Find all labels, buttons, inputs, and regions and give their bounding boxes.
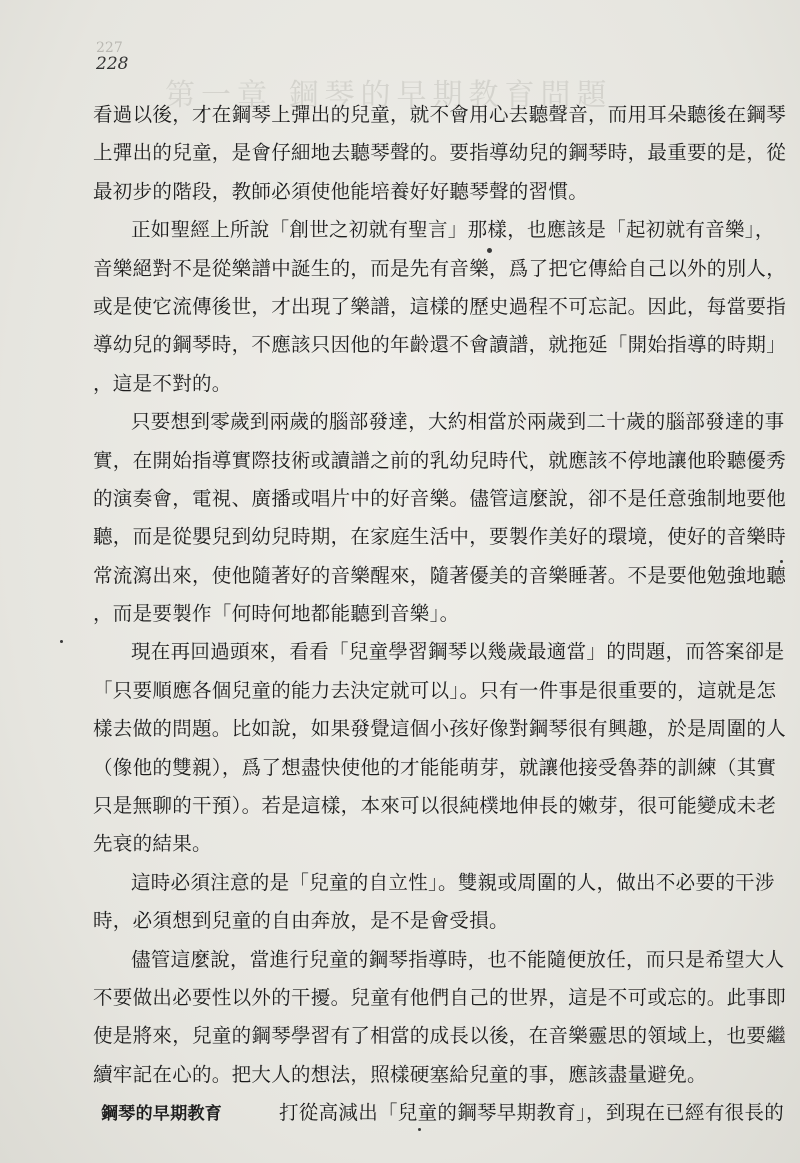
text-line: 使是將來，兒童的鋼琴學習有了相當的成長以後，在音樂靈思的領域上，也要繼 <box>93 1024 787 1048</box>
text-line: 聽，而是從嬰兒到幼兒時期，在家庭生活中，要製作美好的環境，使好的音樂時 <box>93 525 787 549</box>
scan-speck <box>418 1128 421 1131</box>
text-line: 上彈出的兒童，是會仔細地去聽琴聲的。要指導幼兒的鋼琴時，最重要的是，從 <box>93 141 787 165</box>
section-heading: 鋼琴的早期教育 <box>101 1104 223 1125</box>
scan-speck <box>487 248 492 253</box>
section-text: 打從高減出「兒童的鋼琴早期教育」，到現在已經有很長的 <box>279 1101 785 1125</box>
text-line: 續牢記在心的。把大人的想法，照樣硬塞給兒童的事，應該盡量避免。 <box>93 1062 707 1086</box>
page-number: 228 <box>96 54 129 74</box>
text-line: 現在再回過頭來，看看「兒童學習鋼琴以幾歲最適當」的問題，而答案卻是 <box>131 640 785 664</box>
text-line: 只是無聊的干預）。若是這樣，本來可以很純樸地伸長的嫩芽，很可能變成未老 <box>93 794 777 818</box>
text-line: 的演奏會，電視、廣播或唱片中的好音樂。儘管這麼說，卻不是任意強制地要他 <box>93 486 787 510</box>
text-line: 時，必須想到兒童的自由奔放，是不是會受損。 <box>93 909 509 933</box>
text-line: 儘管這麼說，當進行兒童的鋼琴指導時，也不能隨便放任，而只是希望大人 <box>131 947 785 971</box>
text-line: ，這是不對的。 <box>93 371 232 395</box>
text-line: ，而是要製作「何時何地都能聽到音樂」。 <box>93 602 460 626</box>
section-line <box>93 1094 783 1132</box>
text-line: 看過以後，才在鋼琴上彈出的兒童，就不會用心去聽聲音，而用耳朵聽後在鋼琴 <box>93 103 787 126</box>
text-line: （像他的雙親），爲了想盡快使他的才能能萌芽，就讓他接受魯莽的訓練（其實 <box>93 755 777 779</box>
body-text <box>93 96 787 1133</box>
bleed-through-title: 第一章 鋼琴的早期教育問題 <box>165 78 613 113</box>
text-line: 導幼兒的鋼琴時，不應該只因他的年齡還不會讀譜，就拖延「開始指導的時期」 <box>93 333 787 357</box>
bleed-through-page-number: 227 <box>96 40 123 56</box>
text-line: 先衰的結果。 <box>93 832 212 856</box>
text-line: 樣去做的問題。比如說，如果發覺這個小孩好像對鋼琴很有興趣，於是周圍的人 <box>93 717 787 741</box>
text-line: 不要做出必要性以外的干擾。兒童有他們自己的世界，這是不可或忘的。此事即 <box>93 985 787 1009</box>
text-line: 「只要順應各個兒童的能力去決定就可以」。只有一件事是很重要的，這就是怎 <box>93 678 777 702</box>
text-line: 常流瀉出來，使他隨著好的音樂醒來，隨著優美的音樂睡著。不是要他勉強地聽 <box>93 563 787 587</box>
text-line: 音樂絕對不是從樂譜中誕生的，而是先有音樂，爲了把它傳給自己以外的別人， <box>93 256 787 280</box>
text-line: 或是使它流傳後世，才出現了樂譜，這樣的歷史過程不可忘記。因此，每當要指 <box>93 294 787 318</box>
text-line: 實，在開始指導實際技術或讀譜之前的乳幼兒時代，就應該不停地讓他聆聽優秀 <box>93 448 787 472</box>
scan-speck <box>780 560 783 563</box>
text-line: 只要想到零歲到兩歲的腦部發達，大約相當於兩歲到二十歲的腦部發達的事 <box>131 410 785 434</box>
text-line: 最初步的階段，教師必須使他能培養好好聽琴聲的習慣。 <box>93 179 589 203</box>
scan-speck <box>60 640 63 643</box>
text-line: 這時必須注意的是「兒童的自立性」。雙親或周圍的人，做出不必要的干涉 <box>131 870 775 894</box>
text-line: 正如聖經上所說「創世之初就有聖言」那樣，也應該是「起初就有音樂」， <box>131 218 775 242</box>
